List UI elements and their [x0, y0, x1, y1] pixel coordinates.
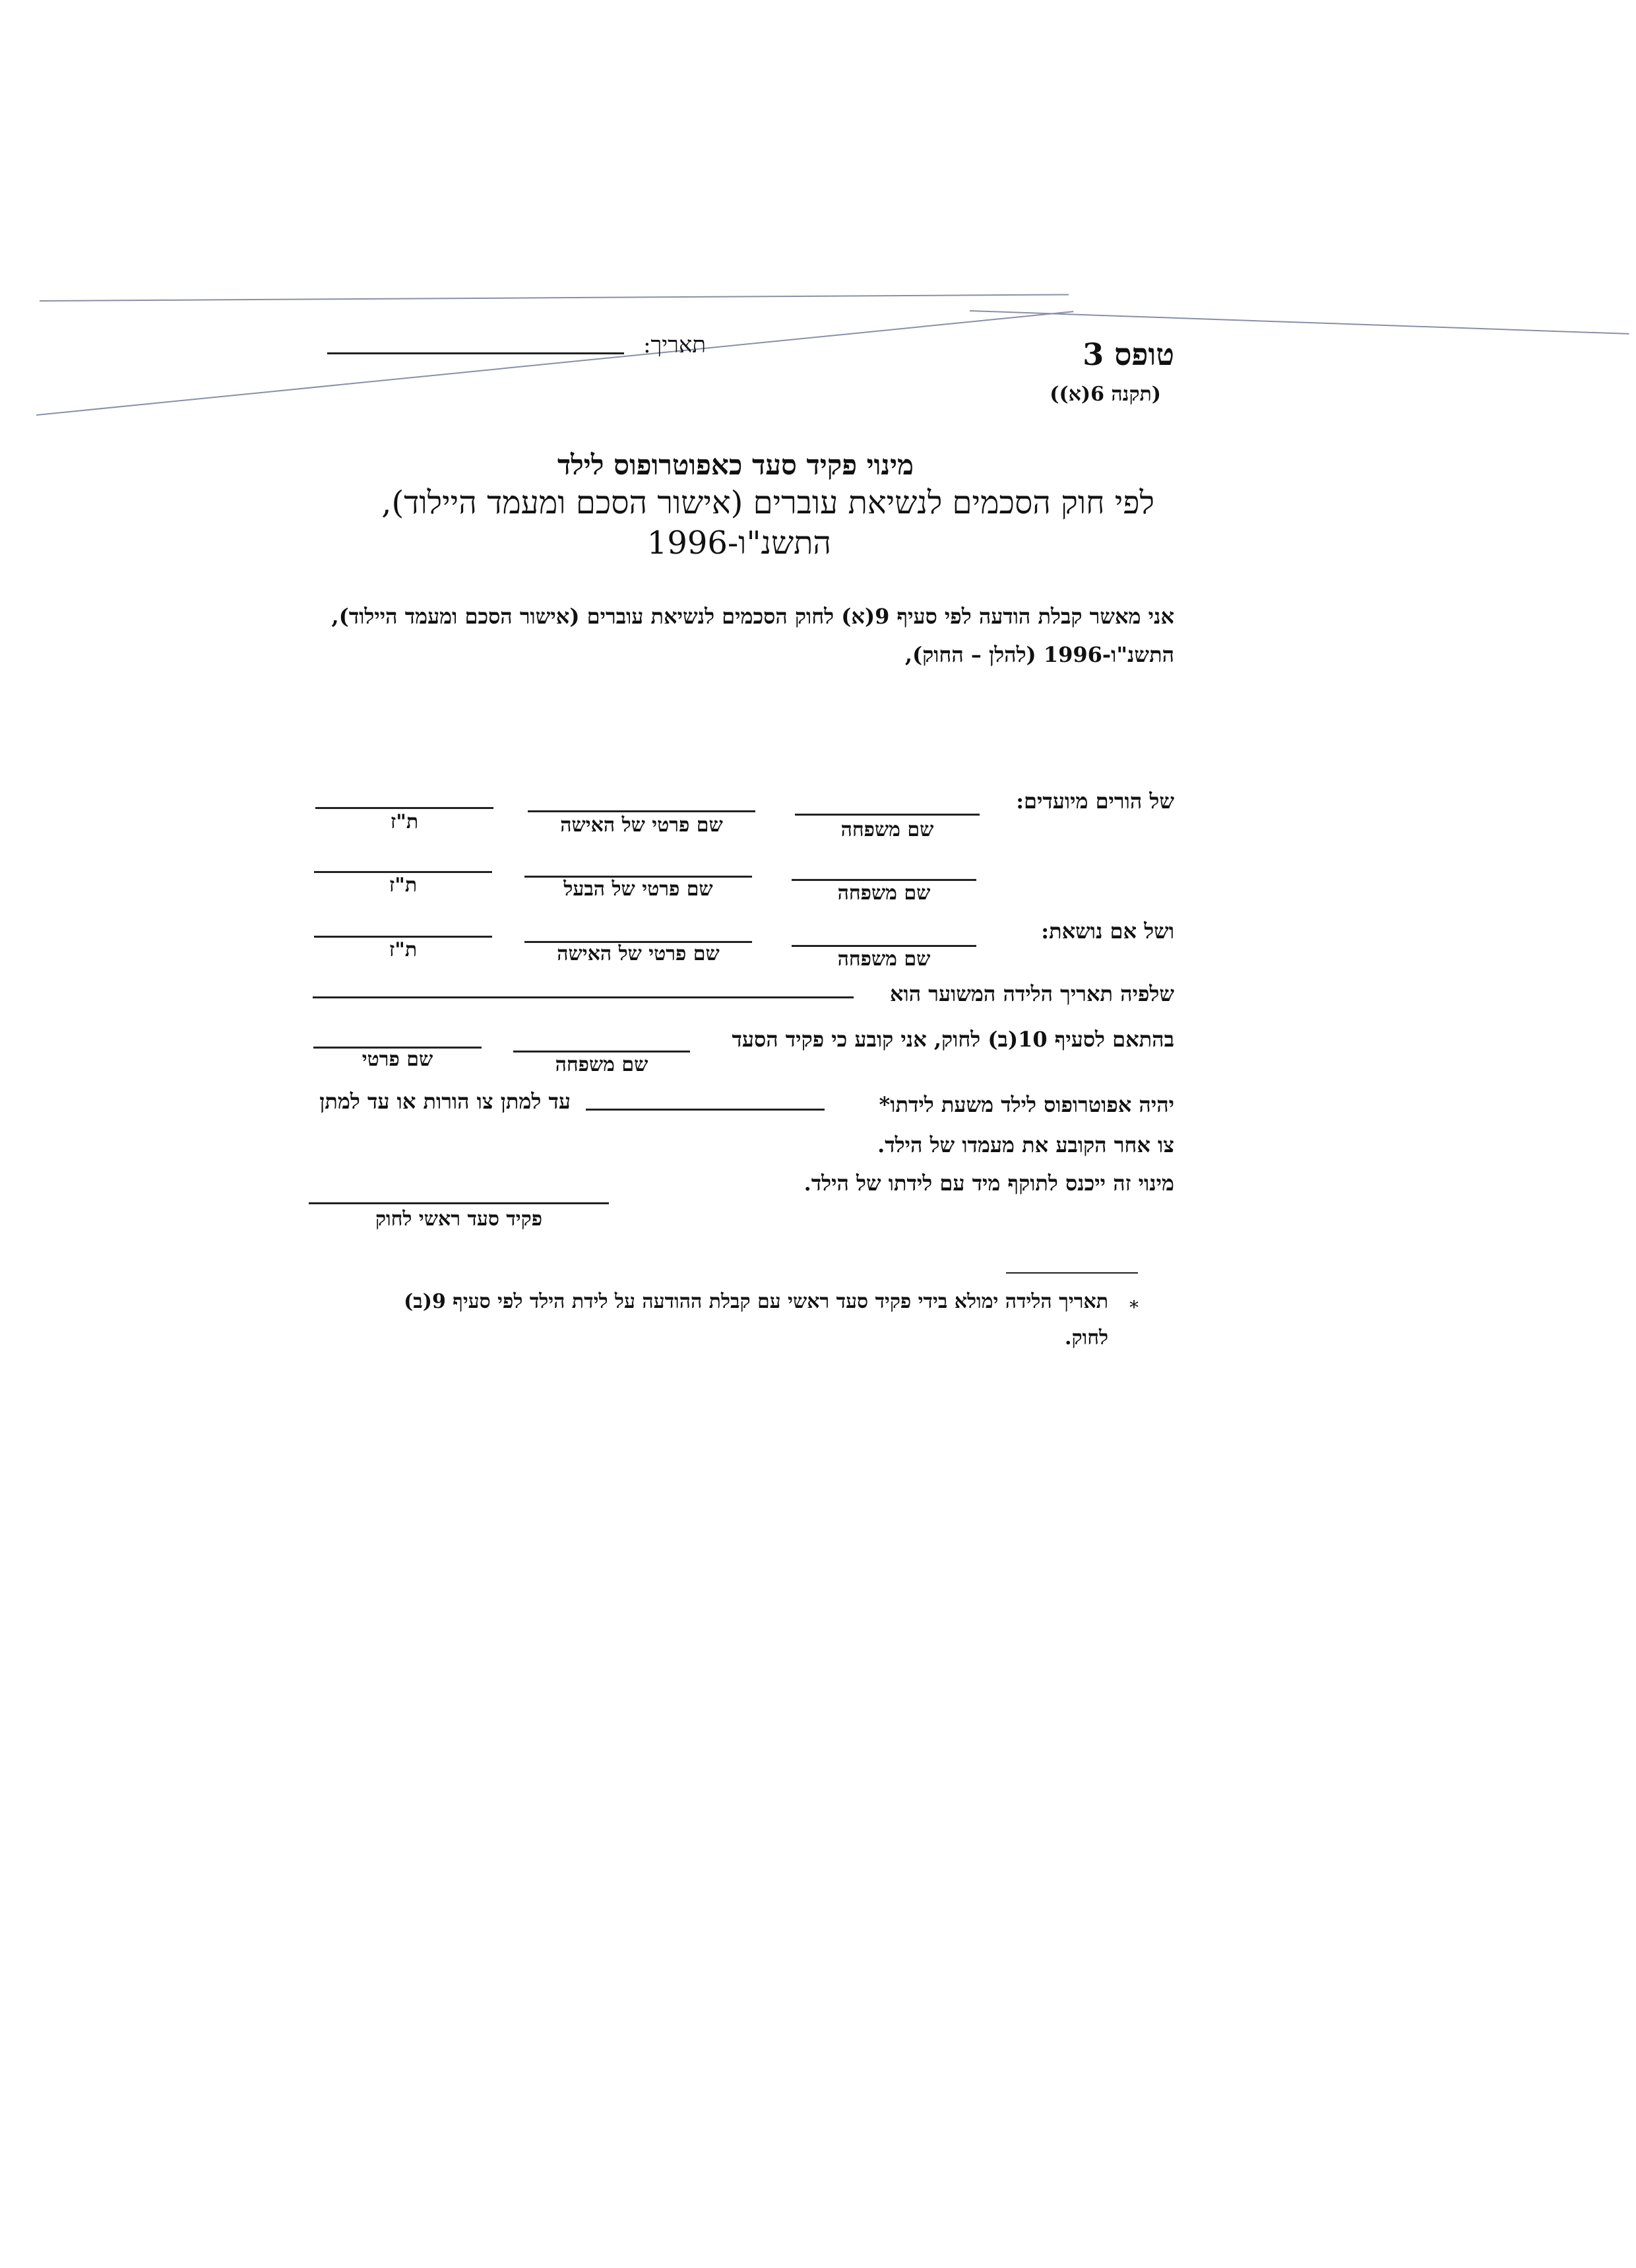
appointment-surname-field[interactable]: [513, 1051, 690, 1053]
row1-woman-first-label: שם פרטי של האישה: [560, 814, 723, 837]
row3-woman-first-label: שם פרטי של האישה: [557, 942, 720, 965]
scan-edge-fold: [36, 311, 1073, 416]
footnote-line2: לחוק.: [1065, 1326, 1108, 1349]
row2-husband-first-label: שם פרטי של הבעל: [563, 878, 713, 901]
expected-birth-date-field[interactable]: [313, 996, 854, 998]
law-name-line1: לפי חוק הסכמים לנשיאת עוברים (אישור הסכם ומעמד היילוד),: [381, 484, 1154, 521]
guardian-birth-date-field[interactable]: [586, 1109, 825, 1111]
scan-edge-right: [970, 310, 1629, 335]
row3-surname-label: שם משפחה: [837, 948, 931, 971]
signature-field[interactable]: [309, 1202, 609, 1204]
row1-id-field[interactable]: [315, 807, 493, 809]
guardian-line2: צו אחר הקובע את מעמדו של הילד.: [877, 1132, 1174, 1157]
row1-surname-label: שם משפחה: [840, 818, 934, 841]
footnote-line1: תאריך הלידה ימולא בידי פקיד סעד ראשי עם קבלת ההודעה על לידת הילד לפי סעיף 9(ב): [404, 1290, 1108, 1313]
appointment-text: בהתאם לסעיף 10(ב) לחוק, אני קובע כי פקיד הסעד: [732, 1027, 1174, 1052]
intro-line2: התשנ"ו-1996 (להלן – החוק),: [904, 642, 1174, 667]
appointment-first-name-label: שם פרטי: [362, 1048, 433, 1071]
guardian-line1-end: עד למתן צו הורות או עד למתן: [319, 1089, 571, 1114]
form-number: טופס 3: [1083, 337, 1174, 372]
law-name-line2: התשנ"ו-1996: [646, 525, 831, 562]
signature-label: פקיד סעד ראשי לחוק: [375, 1208, 543, 1231]
row3-id-field[interactable]: [314, 936, 492, 938]
footnote-marker: *: [1129, 1297, 1139, 1318]
footnote-divider: [1006, 1272, 1138, 1274]
guardian-line1-start: יהיה אפוטרופוס לילד משעת לידתו*: [879, 1092, 1174, 1117]
row3-id-label: ת"ז: [389, 938, 418, 961]
scan-edge-top: [40, 294, 1069, 302]
row2-surname-field[interactable]: [792, 879, 976, 881]
appointment-surname-label: שם משפחה: [555, 1053, 648, 1076]
intended-parents-label: של הורים מיועדים:: [1016, 789, 1174, 814]
expected-birth-date-text: שלפיה תאריך הלידה המשוער הוא: [889, 981, 1174, 1006]
carrier-mother-label: ושל אם נושאת:: [1041, 919, 1174, 944]
regulation-ref: (תקנה 6(א)): [1050, 383, 1161, 406]
row1-id-label: ת"ז: [390, 810, 419, 833]
row2-surname-label: שם משפחה: [837, 882, 931, 905]
guardian-line3: מינוי זה ייכנס לתוקף מיד עם לידתו של הילד.: [803, 1171, 1174, 1196]
row2-id-label: ת"ז: [389, 874, 418, 897]
date-field-line[interactable]: [327, 352, 624, 354]
row2-id-field[interactable]: [314, 871, 492, 873]
date-label: תאריך:: [643, 332, 706, 358]
row3-surname-field[interactable]: [792, 945, 976, 947]
intro-line1: אני מאשר קבלת הודעה לפי סעיף 9(א) לחוק הסכמים לנשיאת עוברים (אישור הסכם ומעמד היילוד),: [331, 604, 1174, 629]
row1-surname-field[interactable]: [795, 814, 980, 816]
row1-woman-first-field[interactable]: [528, 810, 755, 812]
form-title: מינוי פקיד סעד כאפוטרופוס לילד: [557, 449, 914, 481]
